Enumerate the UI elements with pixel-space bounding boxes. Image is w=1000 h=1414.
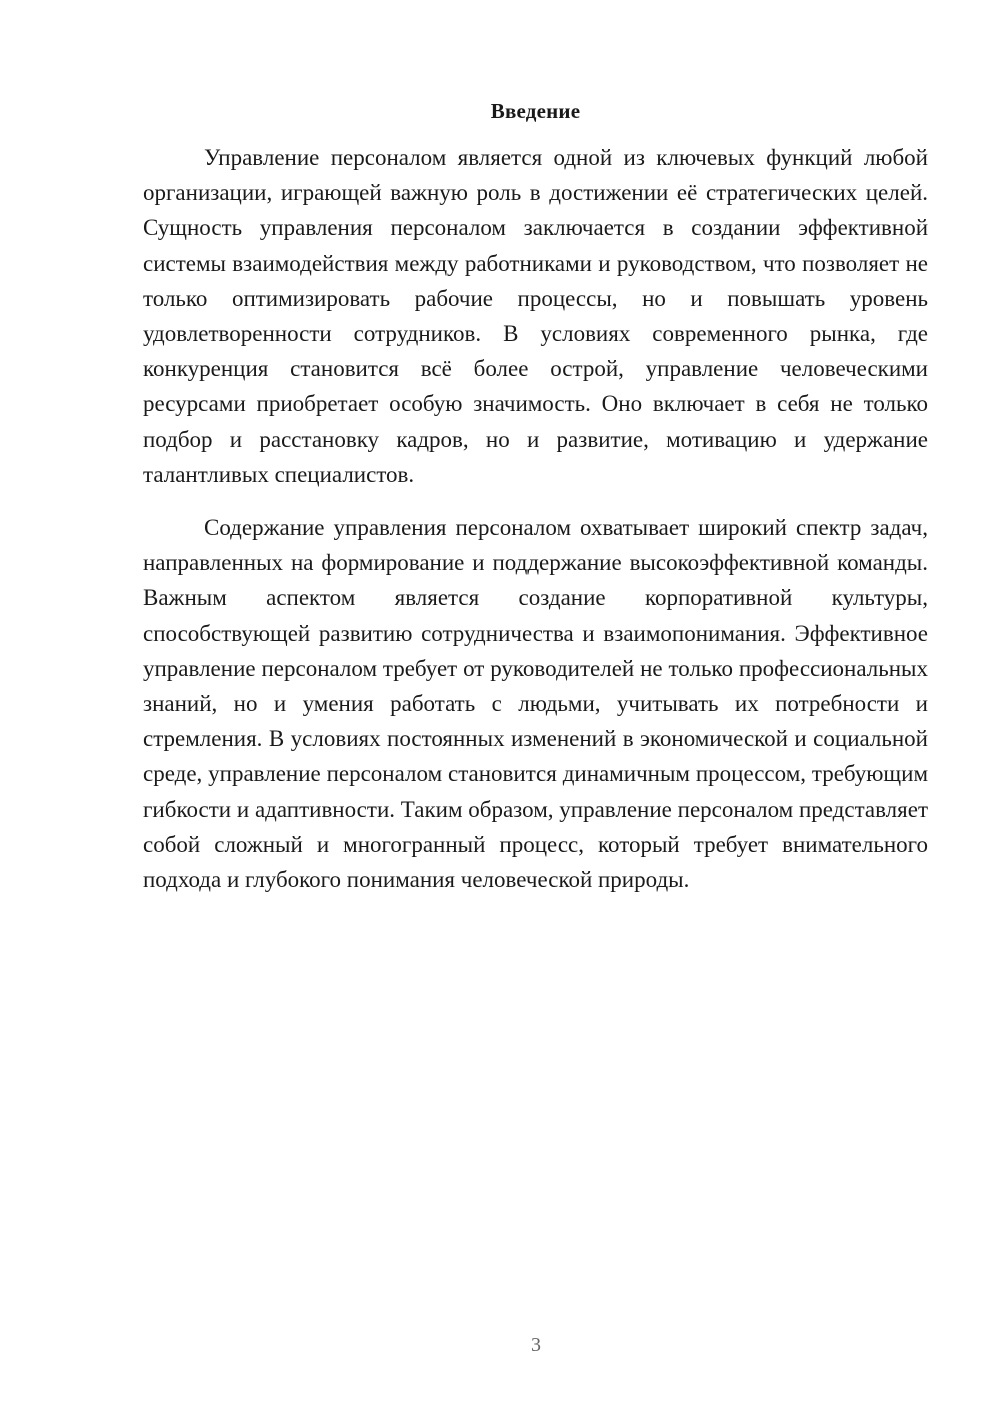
paragraph-2: Содержание управления персоналом охватывает широкий спектр задач, направленных на формирование и поддержание высокоэффективной команды. Важным аспектом является создание корпоративной культуры, способствующей развитию сотрудничества и взаимопонимания. Эффективное управление персоналом требует от руководителей не только профессиональных знаний, но и умения работать с людьми, учитывать их потребности и стремления. В условиях постоянных изменений в экономической и социальной среде, управление персоналом становится динамичным процессом, требующим гибкости и адаптивности. Таким образом, управление персоналом представляет собой сложный и многогранный процесс, который требует внимательного подхода и глубокого понимания человеческой природы. <box>143 515 928 893</box>
section-heading: Введение <box>490 99 581 123</box>
paragraph-1: Управление персоналом является одной из ключевых функций любой организации, играющей важную роль в достижении её стратегических целей. Сущность управления персоналом заключается в создании эффективной системы взаимодействия между работниками и руководством, что позволяет не только оптимизировать рабочие процессы, но и повышать уровень удовлетворенности сотрудников. В условиях современного рынка, где конкуренция становится всё более острой, управление человеческими ресурсами приобретает особую значимость. Оно включает в себя не только подбор и расстановку кадров, но и развитие, мотивацию и удержание талантливых специалистов. <box>143 145 928 487</box>
page-content <box>143 96 928 897</box>
page-number: 3 <box>531 1334 541 1356</box>
